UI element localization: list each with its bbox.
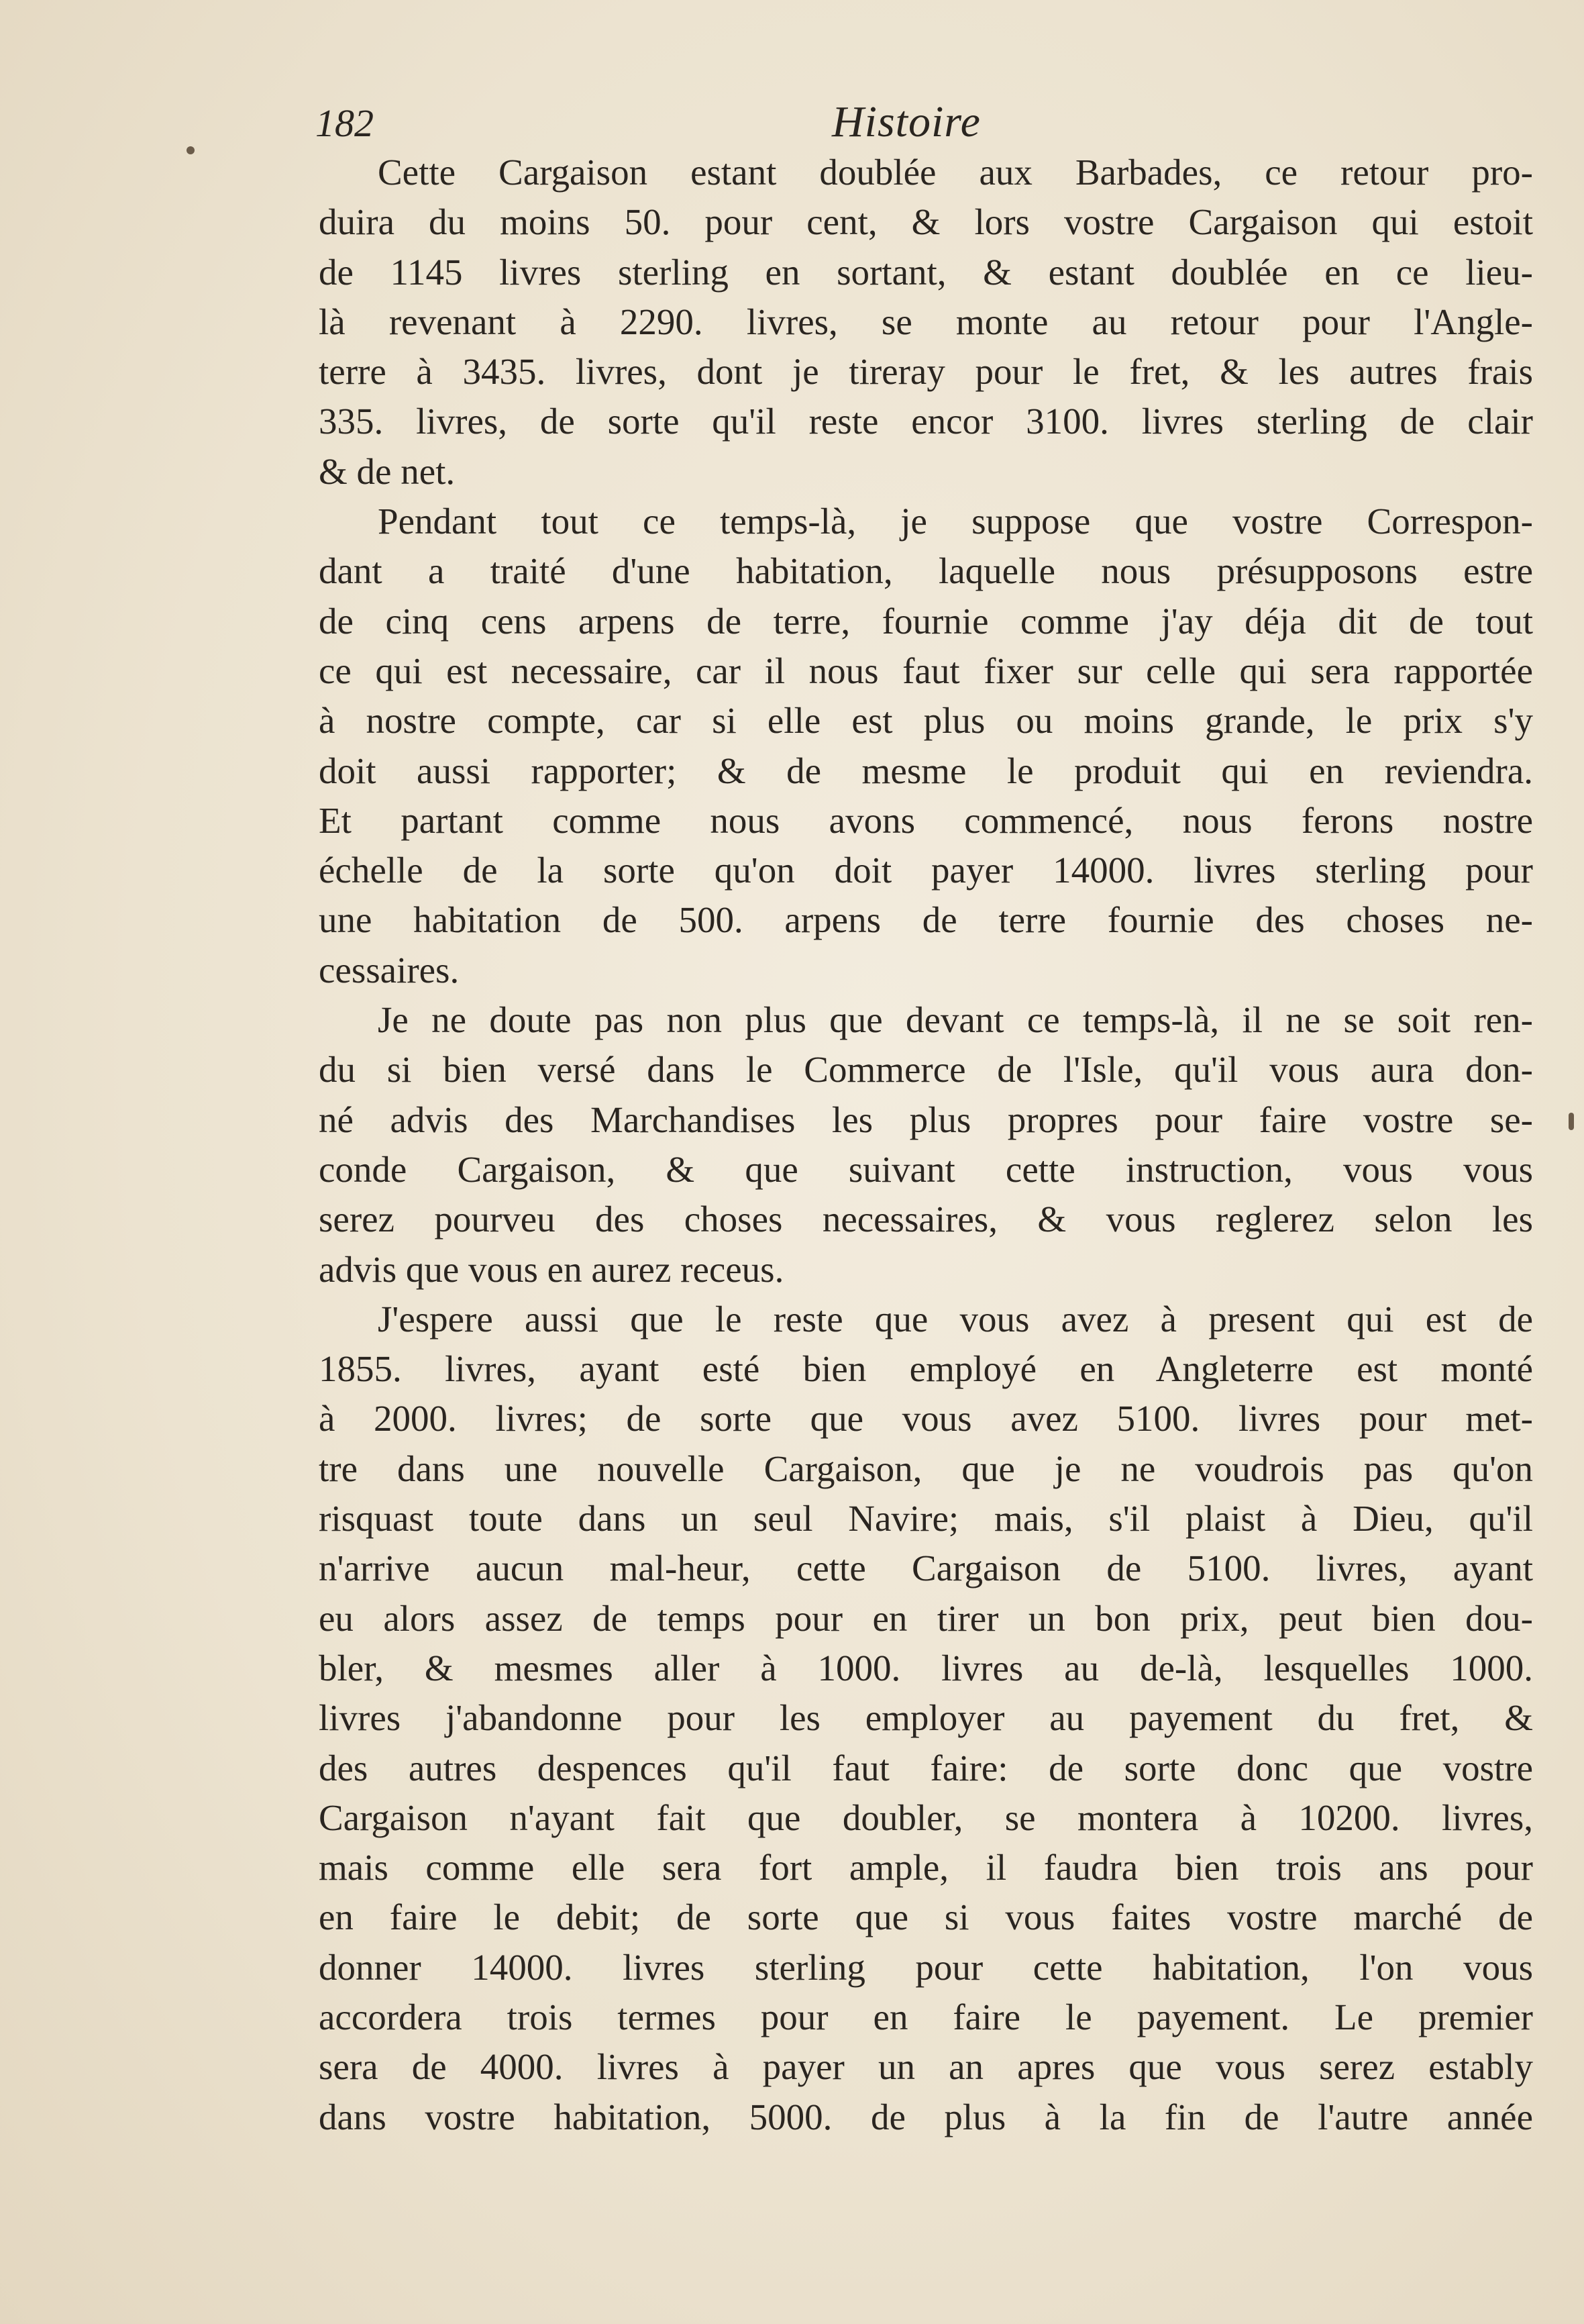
- text-line: Cargaison n'ayant fait que doubler, se montera à 10200. livres,: [319, 1797, 1533, 1838]
- text-line: n'arrive aucun mal-heur, cette Cargaison de 5100. livres, ayant: [319, 1548, 1533, 1589]
- text-line: Et partant comme nous avons commencé, nous ferons nostre: [319, 799, 1533, 841]
- paragraph: [319, 148, 1533, 497]
- text-line: tre dans une nouvelle Cargaison, que je ne voudrois pas qu'on: [319, 1448, 1533, 1489]
- text-line: de 1145 livres sterling en sortant, & estant doublée en ce lieu-: [319, 251, 1533, 293]
- text-line: une habitation de 500. arpens de terre fournie des choses ne-: [319, 899, 1533, 941]
- page-number: 182: [315, 101, 374, 145]
- text-line: conde Cargaison, & que suivant cette instruction, vous vous: [319, 1148, 1533, 1190]
- text-line: accordera trois termes pour en faire le payement. Le premier: [319, 1996, 1533, 2037]
- text-line: à nostre compte, car si elle est plus ou moins grande, le prix s'y: [319, 700, 1533, 742]
- text-line: ce qui est necessaire, car il nous faut fixer sur celle qui sera rapportée: [319, 650, 1533, 691]
- text-line: Pendant tout ce temps-là, je suppose que vostre Correspon-: [378, 501, 1533, 542]
- paragraph: [319, 497, 1533, 995]
- text-line: dans vostre habitation, 5000. de plus à la fin de l'autre année: [319, 2096, 1533, 2137]
- text-line: de cinq cens arpens de terre, fournie comme j'ay déja dit de tout: [319, 600, 1533, 642]
- text-line: à 2000. livres; de sorte que vous avez 5100. livres pour met-: [319, 1398, 1533, 1439]
- ink-spot: [1569, 1113, 1574, 1130]
- text-line: bler, & mesmes aller à 1000. livres au de-là, lesquelles 1000.: [319, 1647, 1533, 1688]
- text-line: là revenant à 2290. livres, se monte au retour pour l'Angle-: [319, 301, 1533, 342]
- text-line: terre à 3435. livres, dont je tireray pour le fret, & les autres frais: [319, 351, 1533, 393]
- text-line: serez pourveu des choses necessaires, & vous reglerez selon les: [319, 1199, 1533, 1240]
- text-line: J'espere aussi que le reste que vous avez à present qui est de: [378, 1298, 1533, 1340]
- text-line: mais comme elle sera fort ample, il faudra bien trois ans pour: [319, 1847, 1533, 1888]
- text-line: en faire le debit; de sorte que si vous faites vostre marché de: [319, 1897, 1533, 1938]
- ink-spot: [187, 146, 195, 154]
- text-line: dant a traité d'une habitation, laquelle nous présupposons estre: [319, 550, 1533, 592]
- text-line: & de net.: [319, 450, 456, 492]
- text-line: des autres despences qu'il faut faire: de sorte donc que vostre: [319, 1747, 1533, 1788]
- text-line: cessaires.: [319, 949, 460, 991]
- text-line: 1855. livres, ayant esté bien employé en Angleterre est monté: [319, 1348, 1533, 1390]
- text-line: advis que vous en aurez receus.: [319, 1248, 784, 1290]
- text-line: Je ne doute pas non plus que devant ce temps-là, il ne se soit ren-: [378, 999, 1533, 1041]
- text-line: eu alors assez de temps pour en tirer un bon prix, peut bien dou-: [319, 1597, 1533, 1639]
- text-line: du si bien versé dans le Commerce de l'Isle, qu'il vous aura don-: [319, 1049, 1533, 1091]
- text-line: doit aussi rapporter; & de mesme le produit qui en reviendra.: [319, 750, 1533, 791]
- paragraph: [319, 1295, 1533, 2142]
- text-line: né advis des Marchandises les plus propres pour faire vostre se-: [319, 1099, 1533, 1140]
- text-line: 335. livres, de sorte qu'il reste encor 3100. livres sterling de clair: [319, 401, 1533, 442]
- text-line: échelle de la sorte qu'on doit payer 14000. livres sterling pour: [319, 850, 1533, 891]
- running-title: Histoire: [832, 97, 981, 146]
- text-line: risquast toute dans un seul Navire; mais, s'il plaist à Dieu, qu'il: [319, 1498, 1533, 1539]
- text-line: duira du moins 50. pour cent, & lors vostre Cargaison qui estoit: [319, 201, 1533, 243]
- body-text: [319, 148, 1533, 2142]
- text-line: donner 14000. livres sterling pour cette habitation, l'on vous: [319, 1946, 1533, 1988]
- text-line: sera de 4000. livres à payer un an apres que vous serez estably: [319, 2046, 1533, 2088]
- text-line: livres j'abandonne pour les employer au payement du fret, &: [319, 1697, 1533, 1739]
- page-header: [315, 97, 1556, 148]
- text-line: Cette Cargaison estant doublée aux Barbades, ce retour pro-: [378, 152, 1533, 193]
- paragraph: [319, 995, 1533, 1295]
